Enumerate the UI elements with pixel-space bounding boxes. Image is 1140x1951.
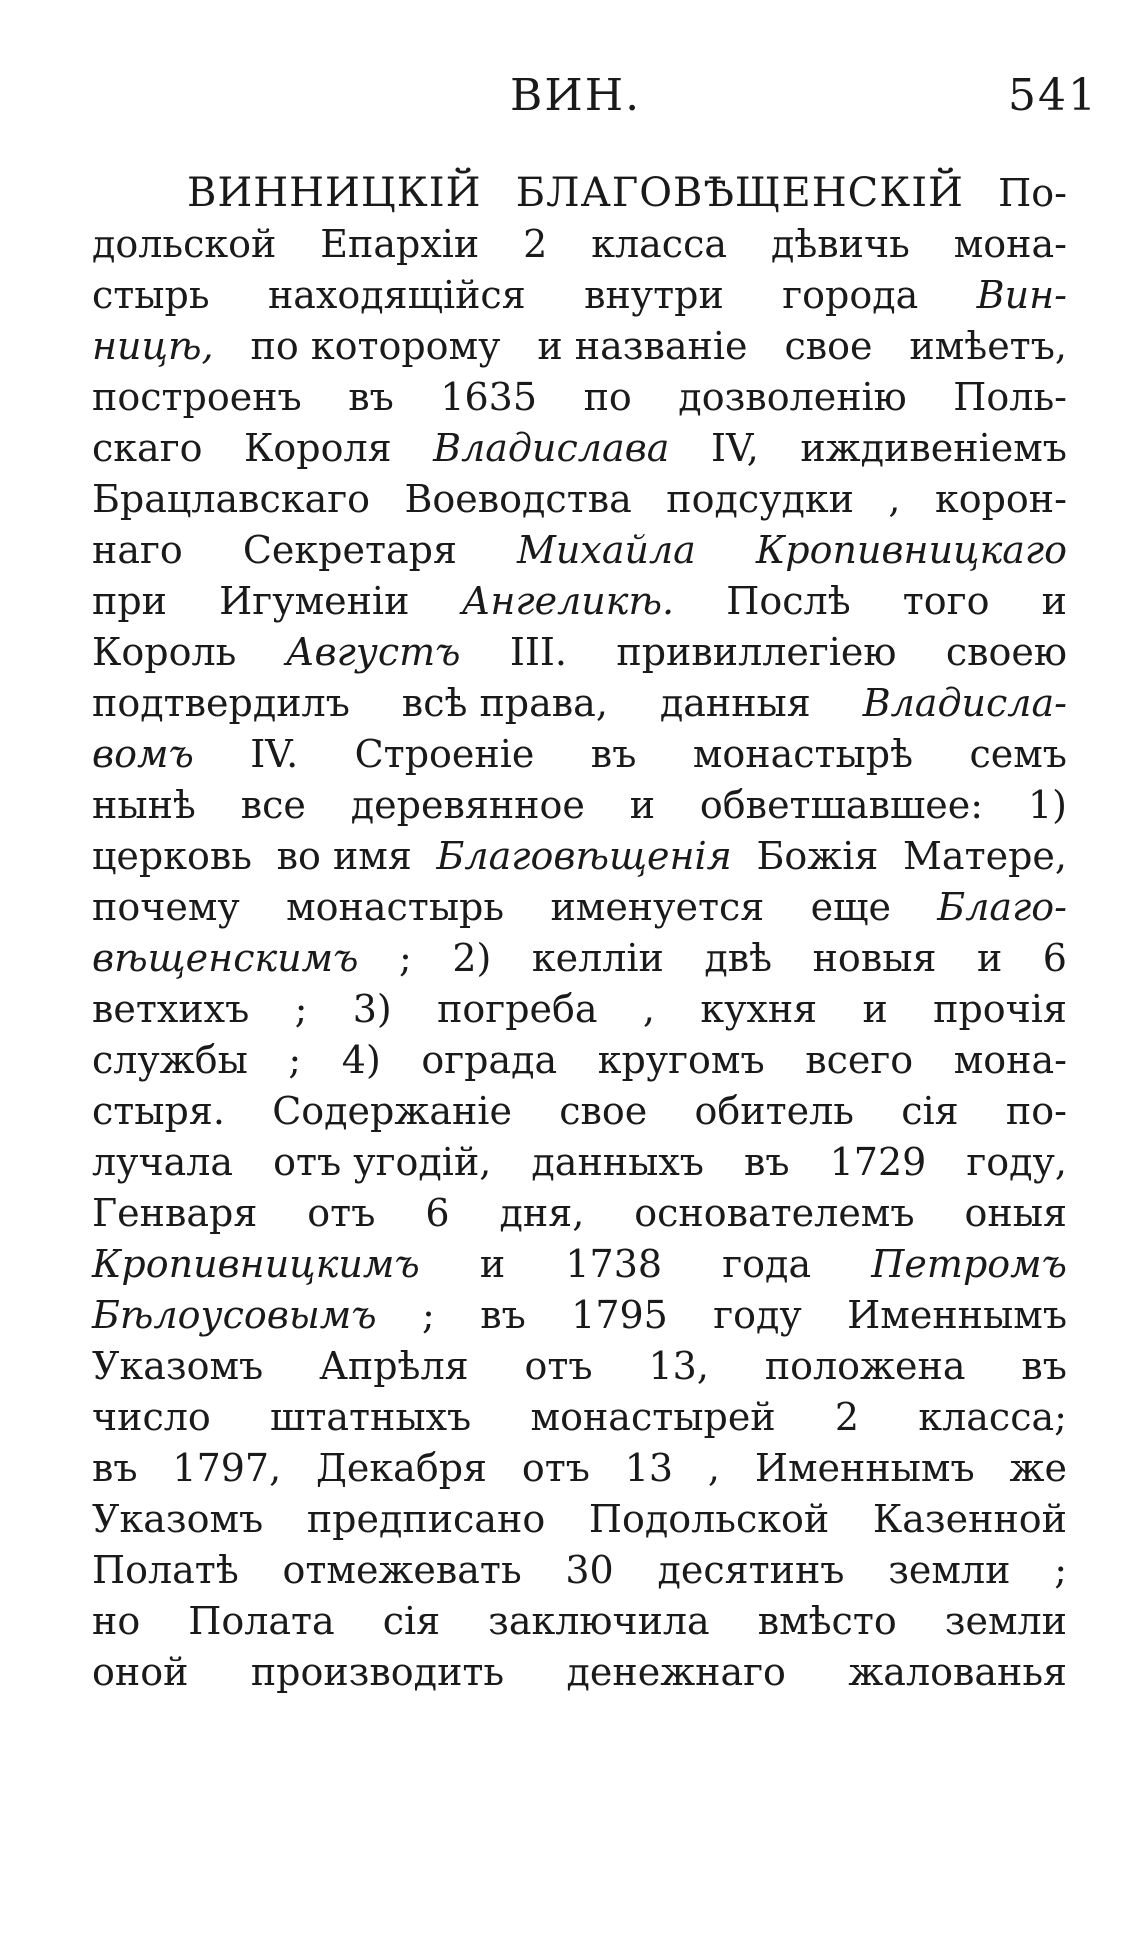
text-line bbox=[92, 474, 1067, 525]
word: кухня bbox=[700, 987, 818, 1031]
word: мона- bbox=[953, 222, 1067, 266]
word: 13 bbox=[624, 1446, 674, 1490]
word: и bbox=[862, 987, 888, 1031]
word: же bbox=[1009, 1446, 1067, 1490]
word: IV. bbox=[250, 732, 299, 776]
word: денежнаго bbox=[566, 1650, 786, 1694]
word: положена bbox=[764, 1344, 966, 1388]
word: данныя bbox=[659, 681, 811, 725]
word: жалованья bbox=[848, 1650, 1067, 1694]
word: отмежевать bbox=[282, 1548, 522, 1592]
word: всѣ права, bbox=[401, 681, 608, 725]
word: земли bbox=[944, 1599, 1067, 1643]
word: 30 bbox=[565, 1548, 614, 1592]
word: 13, bbox=[648, 1344, 709, 1388]
word: 1795 bbox=[571, 1293, 668, 1337]
text-line bbox=[92, 984, 1067, 1035]
word: свое bbox=[784, 324, 873, 368]
word: еще bbox=[810, 885, 891, 929]
word: отъ bbox=[521, 1446, 590, 1490]
word: привиллегіею bbox=[616, 630, 897, 674]
italic-word: вѣщенскимъ bbox=[92, 936, 359, 980]
word: дольской bbox=[92, 222, 277, 266]
word: города bbox=[782, 273, 919, 317]
italic-word: Вин- bbox=[976, 273, 1067, 317]
word: Матере, bbox=[903, 834, 1067, 878]
italic-word: вомъ bbox=[92, 732, 194, 776]
text-line bbox=[92, 1341, 1067, 1392]
word: отъ bbox=[524, 1344, 593, 1388]
word: Именнымъ bbox=[847, 1293, 1067, 1337]
text-line bbox=[92, 1188, 1067, 1239]
word: сія bbox=[901, 1089, 959, 1133]
text-line bbox=[92, 729, 1067, 780]
word: число bbox=[92, 1395, 211, 1439]
word: 6 bbox=[1042, 936, 1067, 980]
word: 1738 bbox=[565, 1242, 663, 1286]
text-line bbox=[92, 525, 1067, 576]
text-line bbox=[92, 1647, 1067, 1698]
word: ; bbox=[399, 936, 412, 980]
word: Строеніе bbox=[354, 732, 535, 776]
word: Полатѣ bbox=[92, 1548, 239, 1592]
word: 4) bbox=[341, 1038, 381, 1082]
word: все bbox=[240, 783, 306, 827]
word: имѣетъ, bbox=[909, 324, 1067, 368]
word: десятинъ bbox=[657, 1548, 845, 1592]
word: Содержаніе bbox=[272, 1089, 512, 1133]
word: Божія bbox=[756, 834, 879, 878]
italic-word: Августъ bbox=[285, 630, 461, 674]
word: именуется bbox=[550, 885, 765, 929]
text-line bbox=[92, 576, 1067, 627]
word: 1729 bbox=[829, 1140, 927, 1184]
word: церковь bbox=[92, 834, 252, 878]
word: данныхъ bbox=[531, 1140, 704, 1184]
word: 1635 bbox=[440, 375, 538, 419]
word: мона- bbox=[953, 1038, 1067, 1082]
word: Генваря bbox=[92, 1191, 258, 1235]
word: По- bbox=[998, 171, 1067, 215]
word: Секретаря bbox=[242, 528, 457, 572]
word: по которому bbox=[250, 324, 501, 368]
word: монастырѣ bbox=[692, 732, 914, 776]
word: оныя bbox=[964, 1191, 1067, 1235]
word: класса; bbox=[918, 1395, 1067, 1439]
text-line bbox=[92, 1545, 1067, 1596]
word: въ bbox=[92, 1446, 138, 1490]
word: и bbox=[479, 1242, 506, 1286]
word: по bbox=[583, 375, 632, 419]
word: ограда bbox=[421, 1038, 558, 1082]
word: Поль- bbox=[953, 375, 1067, 419]
text-line bbox=[92, 678, 1067, 729]
word: вмѣсто bbox=[757, 1599, 897, 1643]
word: при bbox=[92, 579, 167, 623]
word: въ bbox=[744, 1140, 790, 1184]
text-line bbox=[92, 882, 1067, 933]
word: службы bbox=[92, 1038, 248, 1082]
word: и bbox=[1041, 579, 1067, 623]
text-line bbox=[92, 1137, 1067, 1188]
word: почему bbox=[92, 885, 240, 929]
word: ; bbox=[1054, 1548, 1067, 1592]
word: , bbox=[707, 1446, 721, 1490]
word: всего bbox=[805, 1038, 914, 1082]
word: оной bbox=[92, 1650, 189, 1694]
italic-word: Бѣлоусовымъ bbox=[92, 1293, 377, 1337]
word: Брацлавскаго bbox=[92, 477, 371, 521]
text-line bbox=[92, 1392, 1067, 1443]
word: году, bbox=[966, 1140, 1067, 1184]
word: штатныхъ bbox=[270, 1395, 472, 1439]
word: дѣвичь bbox=[770, 222, 910, 266]
word: того bbox=[902, 579, 990, 623]
word: Указомъ bbox=[92, 1497, 264, 1541]
word: въ bbox=[348, 375, 394, 419]
word: стырь bbox=[92, 273, 210, 317]
word: обитель bbox=[694, 1089, 854, 1133]
word: ; bbox=[288, 1038, 302, 1082]
word: III. bbox=[509, 630, 567, 674]
italic-word: Кропивницкимъ bbox=[92, 1242, 420, 1286]
word: скаго bbox=[92, 426, 203, 470]
word: производить bbox=[250, 1650, 505, 1694]
word: деревянное bbox=[350, 783, 585, 827]
word: земли bbox=[888, 1548, 1011, 1592]
text-line bbox=[92, 933, 1067, 984]
text-line bbox=[92, 321, 1067, 372]
word: Именнымъ bbox=[754, 1446, 975, 1490]
text-line bbox=[92, 372, 1067, 423]
word: и bbox=[976, 936, 1003, 980]
italic-word: Ангеликѣ. bbox=[461, 579, 675, 623]
text-line bbox=[92, 1443, 1067, 1494]
word: 2) bbox=[452, 936, 492, 980]
word: иждивеніемъ bbox=[800, 426, 1067, 470]
word: монастырей bbox=[530, 1395, 776, 1439]
page-header bbox=[0, 70, 1140, 130]
text-line bbox=[92, 1239, 1067, 1290]
word: Игуменіи bbox=[219, 579, 410, 623]
italic-word: Михайла bbox=[517, 528, 696, 572]
word: сія bbox=[382, 1599, 441, 1643]
word: въ bbox=[590, 732, 637, 776]
italic-word: Владисла- bbox=[862, 681, 1067, 725]
word: 2 bbox=[523, 222, 548, 266]
word: отъ bbox=[307, 1191, 376, 1235]
word: Епархіи bbox=[320, 222, 480, 266]
word: новыя bbox=[812, 936, 937, 980]
word: 1797, bbox=[172, 1446, 282, 1490]
word: корон- bbox=[934, 477, 1067, 521]
word: , bbox=[888, 477, 901, 521]
word: Король bbox=[92, 630, 237, 674]
word: двѣ bbox=[704, 936, 773, 980]
word: кругомъ bbox=[597, 1038, 765, 1082]
word: Полата bbox=[188, 1599, 335, 1643]
text-line bbox=[92, 1596, 1067, 1647]
text-line bbox=[92, 423, 1067, 474]
word: лучала bbox=[92, 1140, 234, 1184]
word: обветшавшее: bbox=[699, 783, 984, 827]
word: и bbox=[629, 783, 656, 827]
word: ; bbox=[294, 987, 308, 1031]
word: Декабря bbox=[316, 1446, 487, 1490]
word: монастырь bbox=[286, 885, 505, 929]
word: БЛАГОВѢЩЕНСКІЙ bbox=[515, 170, 964, 216]
word: класса bbox=[591, 222, 728, 266]
word: но bbox=[92, 1599, 141, 1643]
word: свое bbox=[559, 1089, 648, 1133]
word: келліи bbox=[531, 936, 664, 980]
italic-word: Благовѣщенія bbox=[436, 834, 732, 878]
word: нынѣ bbox=[92, 783, 196, 827]
italic-word: Кропивницкаго bbox=[755, 528, 1067, 572]
word: наго bbox=[92, 528, 183, 572]
word: находящійся bbox=[267, 273, 526, 317]
word: ВИННИЦКІЙ bbox=[187, 170, 482, 216]
word: Короля bbox=[244, 426, 392, 470]
italic-word: Петромъ bbox=[871, 1242, 1067, 1286]
word: заключила bbox=[488, 1599, 710, 1643]
text-line bbox=[92, 219, 1067, 270]
word: ветхихъ bbox=[92, 987, 250, 1031]
running-head: ВИН. bbox=[510, 70, 642, 121]
word: Апрѣля bbox=[319, 1344, 469, 1388]
text-line bbox=[92, 780, 1067, 831]
italic-word: ницѣ, bbox=[92, 324, 214, 368]
word: году bbox=[713, 1293, 802, 1337]
word: Указомъ bbox=[92, 1344, 264, 1388]
word: семъ bbox=[969, 732, 1067, 776]
italic-word: Владислава bbox=[433, 426, 670, 470]
body-text bbox=[92, 168, 1067, 1698]
word: Воеводства bbox=[404, 477, 632, 521]
word: IV, bbox=[710, 426, 759, 470]
word: въ bbox=[1021, 1344, 1067, 1388]
text-line bbox=[92, 1290, 1067, 1341]
word: построенъ bbox=[92, 375, 302, 419]
word: Подольской bbox=[588, 1497, 830, 1541]
page-number: 541 bbox=[1008, 70, 1098, 121]
word: подтвердилъ bbox=[92, 681, 350, 725]
word: погреба bbox=[437, 987, 598, 1031]
word: 1) bbox=[1027, 783, 1067, 827]
word: ; bbox=[422, 1293, 435, 1337]
text-line bbox=[92, 1035, 1067, 1086]
word: дня, bbox=[499, 1191, 585, 1235]
word: Послѣ bbox=[726, 579, 851, 623]
word: 6 bbox=[425, 1191, 450, 1235]
word: по- bbox=[1005, 1089, 1067, 1133]
word: , bbox=[642, 987, 655, 1031]
word: отъ угодій, bbox=[273, 1140, 492, 1184]
word: внутри bbox=[584, 273, 724, 317]
word: стыря. bbox=[92, 1089, 225, 1133]
word: 2 bbox=[834, 1395, 860, 1439]
text-line bbox=[92, 831, 1067, 882]
word: дозволенію bbox=[678, 375, 907, 419]
word: года bbox=[722, 1242, 812, 1286]
word: предписано bbox=[306, 1497, 546, 1541]
word: и названіе bbox=[537, 324, 748, 368]
text-line bbox=[92, 627, 1067, 678]
word: въ bbox=[480, 1293, 526, 1337]
word: 3) bbox=[352, 987, 392, 1031]
word: основателемъ bbox=[634, 1191, 915, 1235]
word: Казенной bbox=[872, 1497, 1067, 1541]
word: во имя bbox=[276, 834, 412, 878]
text-line bbox=[92, 1086, 1067, 1137]
text-line bbox=[92, 270, 1067, 321]
word: прочія bbox=[933, 987, 1067, 1031]
italic-word: Благо- bbox=[937, 885, 1067, 929]
text-line bbox=[92, 1494, 1067, 1545]
word: своею bbox=[945, 630, 1067, 674]
text-line bbox=[92, 168, 1067, 219]
word: подсудки bbox=[666, 477, 854, 521]
